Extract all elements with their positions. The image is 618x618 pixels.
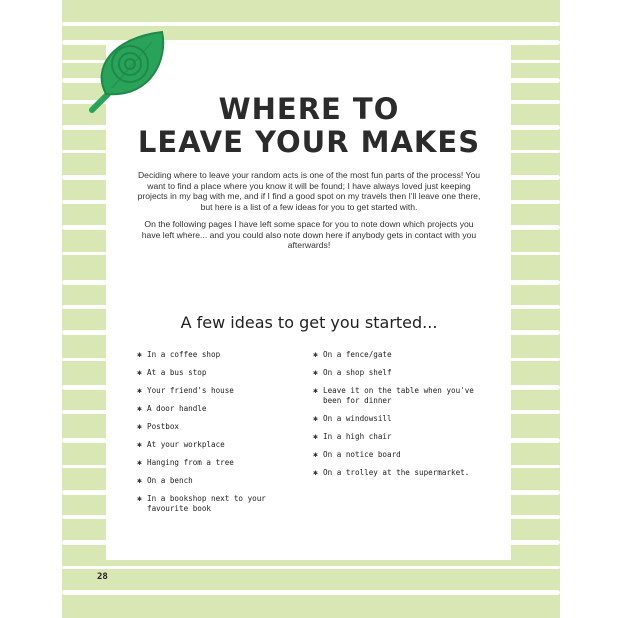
list-item	[137, 458, 287, 468]
star-icon: ✱	[313, 368, 318, 377]
list-item	[313, 386, 483, 406]
list-item	[313, 432, 483, 442]
list-item-label: On a shop shelf	[323, 368, 392, 377]
list-item	[137, 494, 287, 514]
title-line-2: LEAVE YOUR MAKES	[137, 125, 481, 159]
list-item	[137, 422, 287, 432]
star-icon: ✱	[313, 450, 318, 459]
ideas-heading: A few ideas to get you started...	[180, 313, 438, 332]
star-icon: ✱	[313, 350, 318, 359]
star-icon: ✱	[137, 440, 142, 449]
stripe	[62, 22, 560, 26]
list-item	[137, 386, 287, 396]
list-item-label: A door handle	[147, 404, 207, 413]
list-item-label: Hanging from a tree	[147, 458, 234, 467]
list-item-label: In a bookshop next to your favourite book	[147, 494, 266, 513]
ideas-list-right	[313, 350, 483, 486]
star-icon: ✱	[313, 414, 318, 423]
page-title	[0, 93, 618, 159]
list-item-label: On a notice board	[323, 450, 401, 459]
ideas-list-left	[137, 350, 287, 522]
star-icon: ✱	[137, 458, 142, 467]
star-icon: ✱	[137, 494, 142, 503]
list-item	[137, 350, 287, 360]
list-item-label: At your workplace	[147, 440, 225, 449]
intro-text	[135, 170, 483, 258]
star-icon: ✱	[137, 368, 142, 377]
stripe	[62, 566, 560, 569]
star-icon: ✱	[313, 386, 318, 395]
list-item-label: On a windowsill	[323, 414, 392, 423]
list-item	[313, 414, 483, 424]
star-icon: ✱	[313, 432, 318, 441]
list-item	[137, 476, 287, 486]
list-item-label: On a trolley at the supermarket.	[323, 468, 470, 477]
star-icon: ✱	[137, 404, 142, 413]
star-icon: ✱	[313, 468, 318, 477]
page-number: 28	[97, 572, 108, 582]
list-item-label: Your friend's house	[147, 386, 234, 395]
intro-paragraph-2: On the following pages I have left some space for you to note down which projects you have left where... and you could also note down here if anybody gets in contact with you afterwards!	[141, 219, 477, 250]
list-item-label: Leave it on the table when you've been for dinner	[323, 386, 474, 405]
list-item	[137, 368, 287, 378]
list-item	[313, 450, 483, 460]
list-item	[137, 440, 287, 450]
star-icon: ✱	[137, 422, 142, 431]
star-icon: ✱	[137, 350, 142, 359]
list-item-label: In a high chair	[323, 432, 392, 441]
list-item-label: On a bench	[147, 476, 193, 485]
list-item	[313, 368, 483, 378]
intro-paragraph-1: Deciding where to leave your random acts is one of the most fun parts of the process! You want to find a place where you know it will be found; I have always loved just keeping projects in my bag with me, and if I find a good spot on my travels then I'll leave one there, but here is a list of a few ideas for you to get started with.	[137, 170, 481, 212]
star-icon: ✱	[137, 476, 142, 485]
stripe	[62, 590, 560, 595]
list-item-label: In a coffee shop	[147, 350, 221, 359]
list-item	[313, 350, 483, 360]
list-item	[137, 404, 287, 414]
list-item-label: Postbox	[147, 422, 180, 431]
list-item	[313, 468, 483, 478]
title-line-1: WHERE TO	[218, 92, 400, 126]
star-icon: ✱	[137, 386, 142, 395]
list-item-label: On a fence/gate	[323, 350, 392, 359]
list-item-label: At a bus stop	[147, 368, 207, 377]
